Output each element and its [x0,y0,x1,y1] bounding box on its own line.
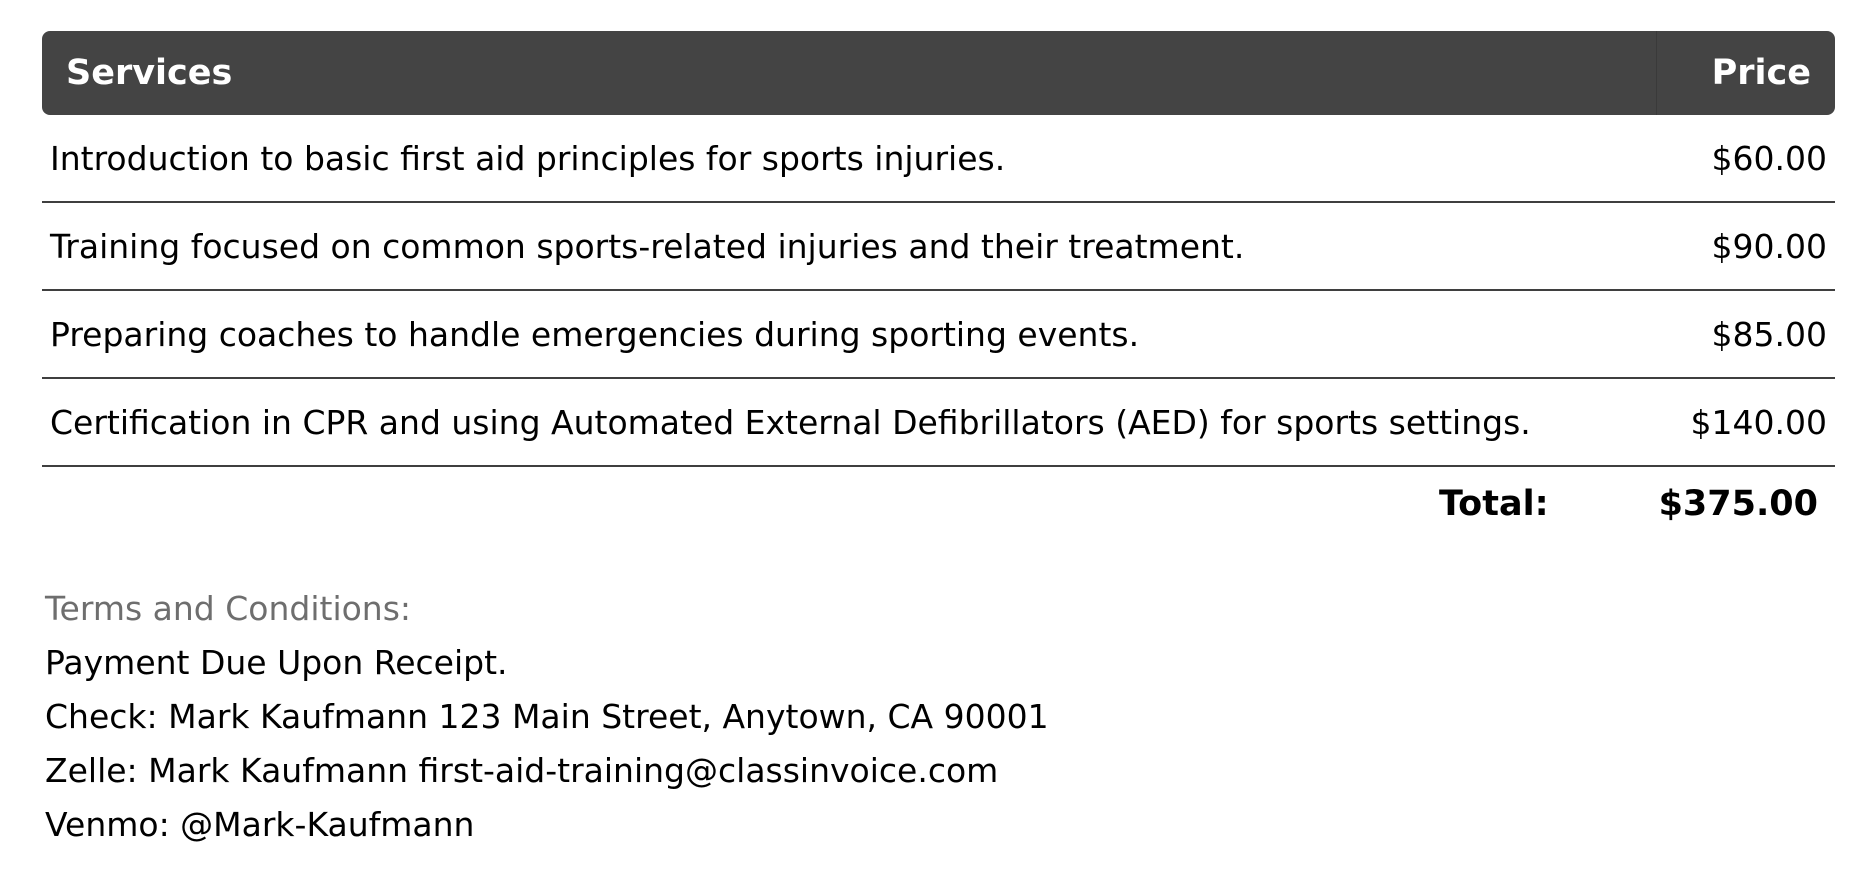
table-row [42,202,1835,290]
table-row [42,290,1835,378]
service-price: $85.00 [1657,290,1836,378]
table-row [42,378,1835,466]
service-description: Training focused on common sports-related injuries and their treatment. [42,202,1657,290]
services-column-header: Services [42,31,1657,115]
total-row [1439,473,1826,535]
service-description: Introduction to basic first aid principles for sports injuries. [42,115,1657,202]
table-row [42,115,1835,202]
price-column-header: Price [1657,31,1836,115]
service-price: $60.00 [1657,115,1836,202]
services-table [42,31,1835,467]
service-description: Preparing coaches to handle emergencies during sporting events. [42,290,1657,378]
terms-line-payment-due: Payment Due Upon Receipt. [45,643,508,682]
service-price: $90.00 [1657,202,1836,290]
terms-line-zelle: Zelle: Mark Kaufmann first-aid-training@classinvoice.com [45,751,999,790]
total-label: Total: [1438,484,1549,524]
service-price: $140.00 [1657,378,1836,466]
terms-title: Terms and Conditions: [45,589,412,628]
total-amount: $375.00 [1658,484,1818,524]
terms-section [45,582,1049,852]
terms-line-check: Check: Mark Kaufmann 123 Main Street, Anytown, CA 90001 [45,697,1049,736]
terms-line-venmo: Venmo: @Mark-Kaufmann [45,805,475,844]
table-header-row [42,31,1835,115]
service-description: Certification in CPR and using Automated External Defibrillators (AED) for sports settings. [42,378,1657,466]
